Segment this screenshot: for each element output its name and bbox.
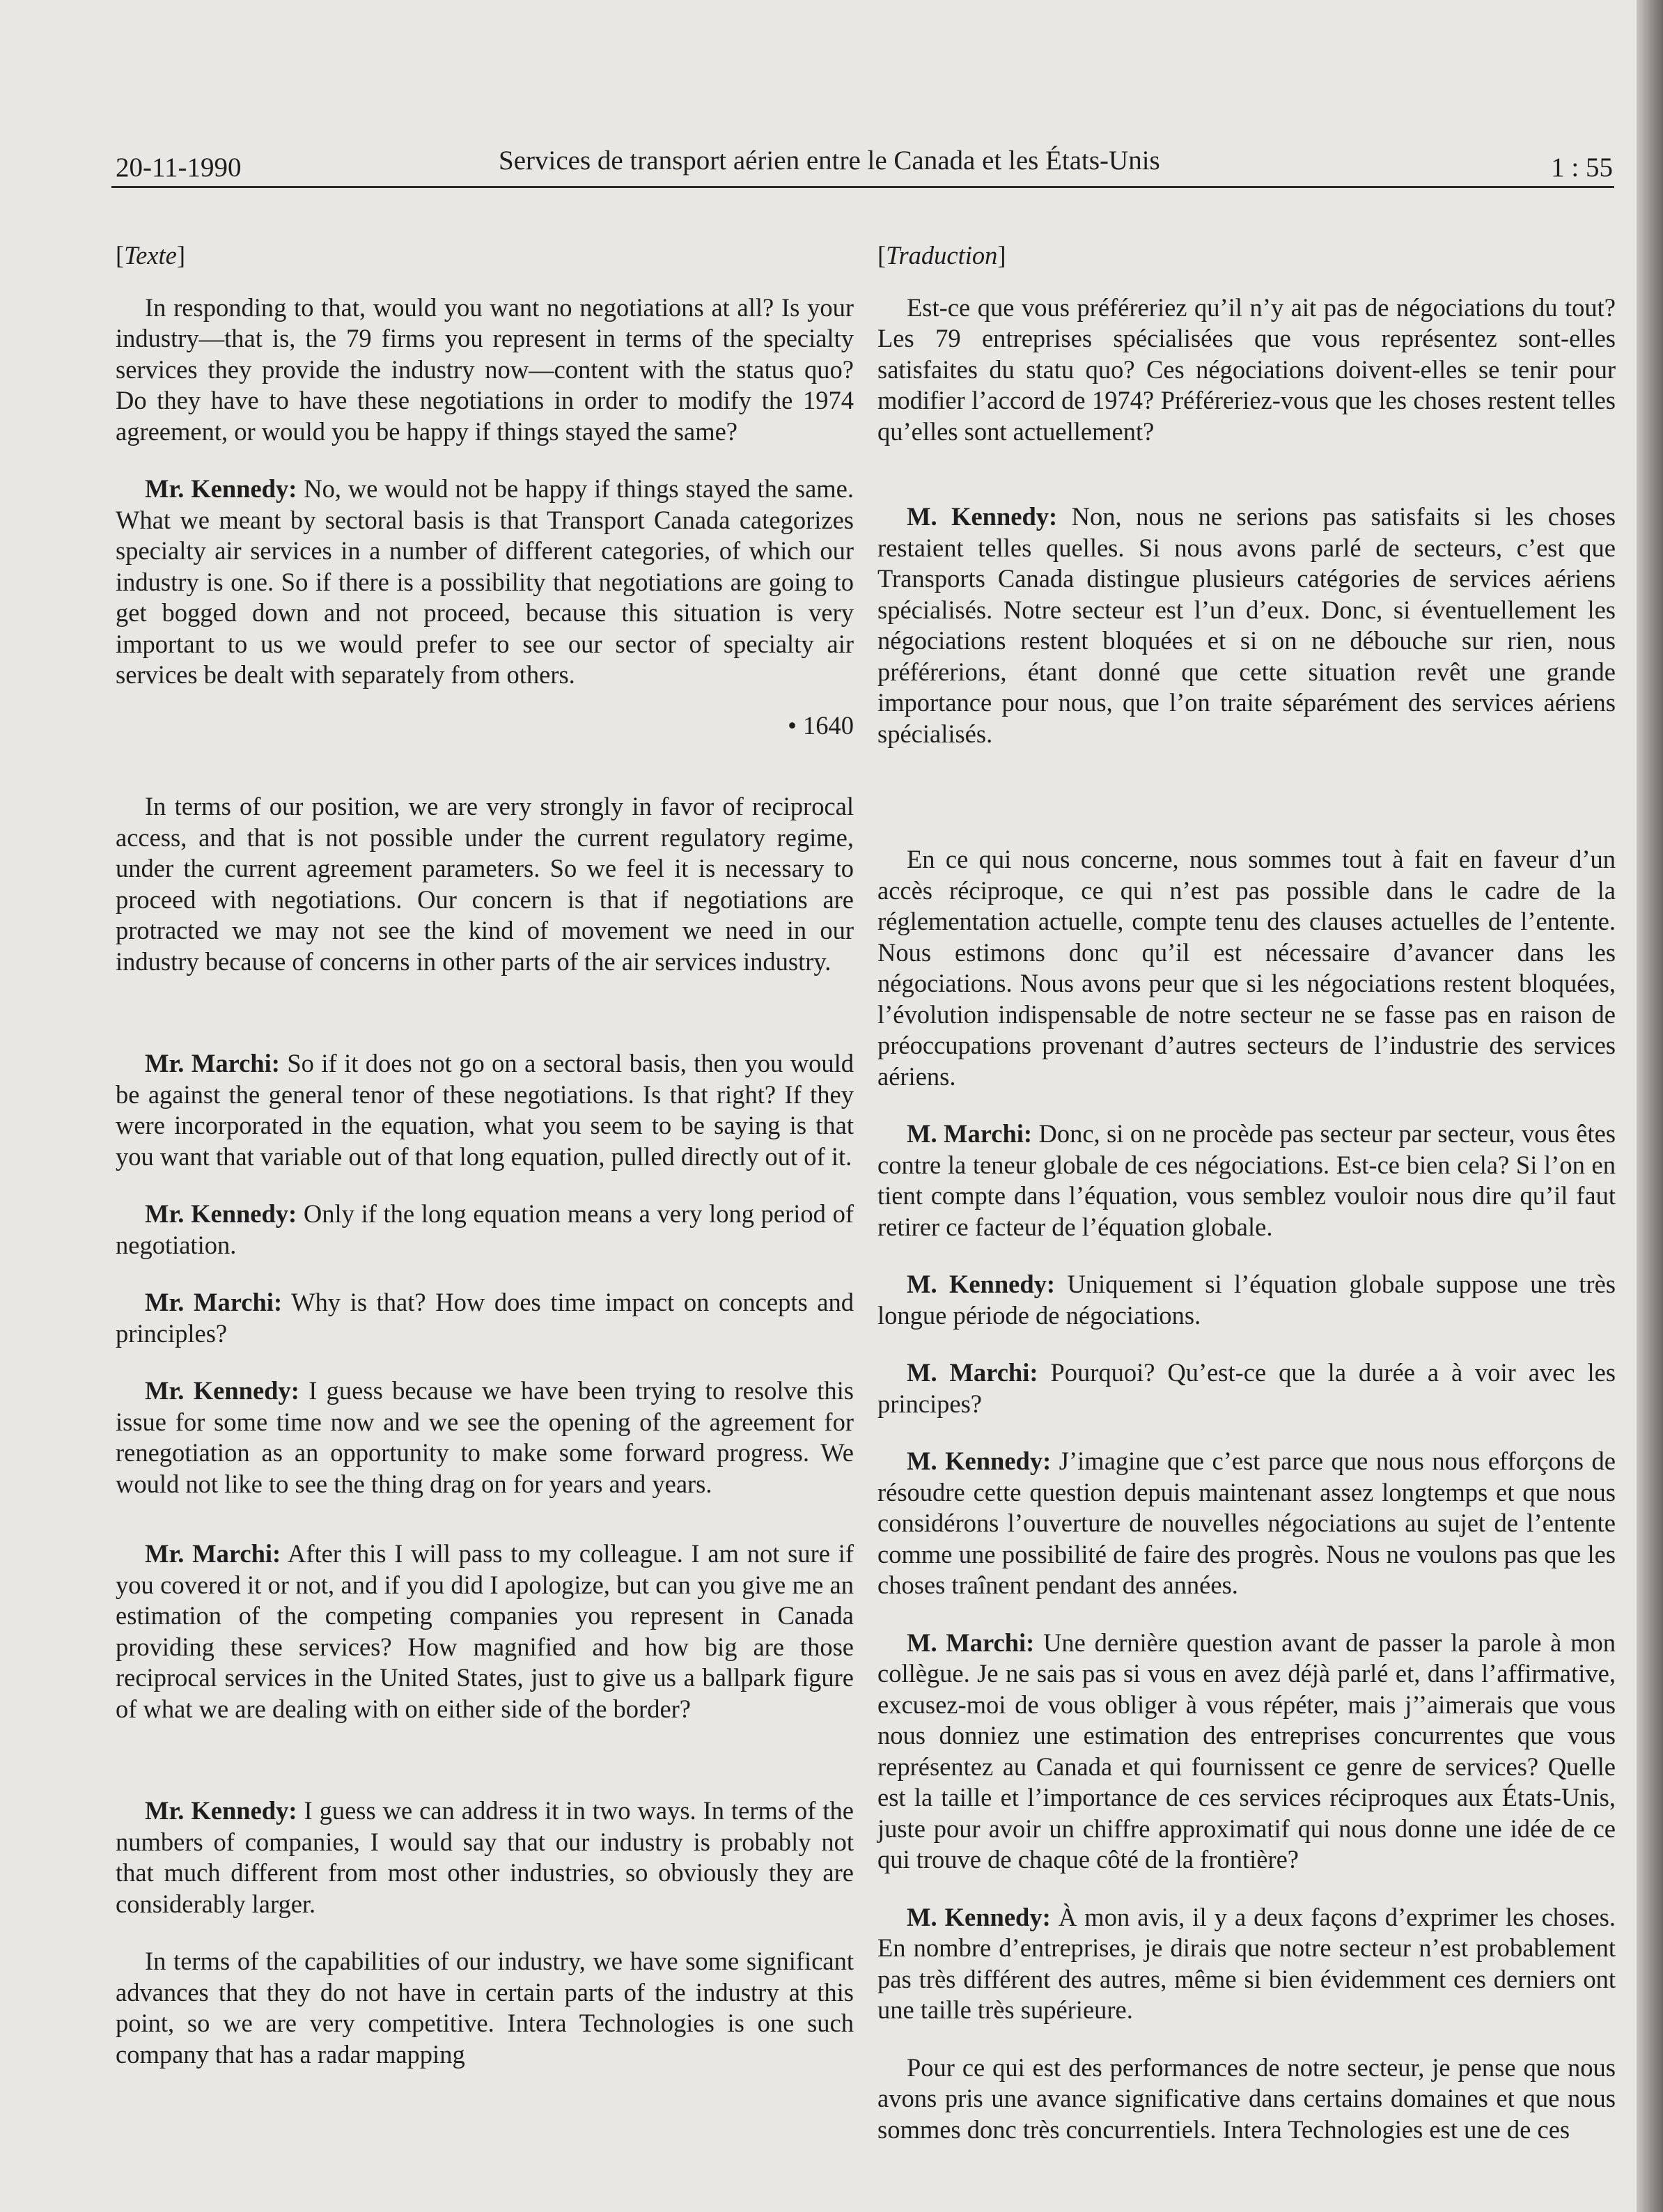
paragraph: In terms of our position, we are very strongly in favor of reciprocal access, and that is not possible under the current regulatory regime, under the current agreement parameters. So we feel it is necessary to proceed with negotiations. Our concern is that if negotiations are protracted we may not see the kind of movement we need in our industry because of concerns in other parts of the air services industry. [116,792,854,976]
speaker-name: M. Marchi: [907,1119,1033,1148]
speaker-name: M. Kennedy: [907,1902,1051,1931]
speaker-name: M. Marchi: [907,1628,1035,1657]
time-marker: • 1640 [788,710,854,740]
paragraph: M. Kennedy: Non, nous ne serions pas satisfaits si les choses restaient telles quelles. Si nous avons parlé de secteurs, c’est que Transports Canada distingue plusieurs catégories de services aériens spécialisés. Notre secteur est l’un d’eux. Donc, si éventuellement les négociations restent bloquées et si on ne débouche sur rien, nous préférerions, étant donné que cette situation revêt une grande importance pour nous, que l’on traite séparément des services aériens spécialisés. [877,502,1616,748]
paragraph: Mr. Kennedy: I guess we can address it in two ways. In terms of the numbers of companies, I would say that our industry is probably not that much different from most other industries, so obviously they are considerably larger. [116,1796,854,1918]
paragraph: M. Marchi: Donc, si on ne procède pas secteur par secteur, vous êtes contre la teneur globale de ces négociations. Est-ce bien cela? Si l’on en tient compte dans l’équation, vous semblez vouloir nous dire qu’il faut retirer ce facteur de l’équation globale. [877,1119,1616,1241]
speaker-name: M. Kennedy: [907,1447,1052,1475]
speaker-name: Mr. Marchi: [145,1539,281,1568]
speaker-name: Mr. Marchi: [145,1288,283,1316]
paragraph: M. Kennedy: J’imagine que c’est parce que nous nous efforçons de résoudre cette question depuis maintenant assez longtemps et que nous considérons l’ouverture de nouvelles négociations au sujet de l’entente comme une possibilité de faire des progrès. Nous ne voulons pas que les choses traînent pendant des années. [877,1447,1616,1599]
paragraph: In terms of the capabilities of our industry, we have some significant advances that they do not have in certain parts of the industry at this point, so we are very competitive. Intera Technologies is one such company that has a radar mapping [116,1947,854,2069]
column-tag: [Texte] [116,241,186,270]
english-column [116,240,854,2081]
speaker-name: Mr. Kennedy: [145,1376,299,1405]
header-title: Services de transport aérien entre le Canada et les États-Unis [499,146,1160,176]
french-column [877,240,1616,2156]
speaker-name: Mr. Kennedy: [145,1199,297,1228]
paragraph: M. Kennedy: À mon avis, il y a deux façons d’exprimer les choses. En nombre d’entreprises, je dirais que notre secteur n’est probablement pas très différent des autres, même si bien évidemment ces derniers ont une taille très supérieure. [877,1902,1616,2024]
paragraph: Mr. Marchi: After this I will pass to my colleague. I am not sure if you covered it or not, and if you did I apologize, but can you give me an estimation of the competing companies you represent in Canada providing these services? How magnified and how big are those reciprocal services in the United States, just to give us a ballpark figure of what we are dealing with on either side of the border? [116,1539,854,1723]
column-tag: [Traduction] [877,241,1006,270]
page-edge-shadow [1637,0,1663,2212]
speaker-name: M. Kennedy: [907,502,1058,531]
running-header [116,145,1613,185]
header-date: 20-11-1990 [116,153,242,182]
speaker-name: Mr. Kennedy: [145,1796,297,1825]
paragraph: M. Marchi: Pourquoi? Qu’est-ce que la durée a à voir avec les principes? [877,1358,1616,1418]
paragraph: Mr. Kennedy: Only if the long equation means a very long period of negotiation. [116,1199,854,1259]
speaker-name: Mr. Kennedy: [145,474,297,503]
paragraph: En ce qui nous concerne, nous sommes tout à fait en faveur d’un accès réciproque, ce qui n’est pas possible dans le cadre de la réglementation actuelle, compte tenu des clauses actuelles de l’entente. Nous estimons donc qu’il est nécessaire d’avancer dans les négociations. Nous avons peur que si les négociations restent bloquées, l’évolution indispensable de notre secteur ne se fasse pas en raison de préoccupations provenant d’autres secteurs de l’industrie des services aériens. [877,845,1616,1091]
paragraph: Est-ce que vous préféreriez qu’il n’y ait pas de négociations du tout? Les 79 entreprises spécialisées que vous représentez sont-elles satisfaites du statu quo? Ces négociations doivent-elles se tenir pour modifier l’accord de 1974? Préféreriez-vous que les choses restent telles qu’elles sont actuellement? [877,293,1616,446]
paragraph: Mr. Kennedy: I guess because we have been trying to resolve this issue for some time now and we see the opening of the agreement for renegotiation as an opportunity to make some forward progress. We would not like to see the thing drag on for years and years. [116,1376,854,1498]
paragraph: Pour ce qui est des performances de notre secteur, je pense que nous avons pris une avance significative dans certains domaines et que nous sommes donc très concurrentiels. Intera Technologies est une de ces [877,2053,1616,2144]
paragraph: Mr. Marchi: Why is that? How does time impact on concepts and principles? [116,1288,854,1348]
speaker-name: M. Marchi: [907,1358,1038,1387]
paragraph: M. Kennedy: Uniquement si l’équation globale suppose une très longue période de négociations. [877,1270,1616,1330]
speaker-name: M. Kennedy: [907,1270,1056,1298]
paragraph: Mr. Marchi: So if it does not go on a sectoral basis, then you would be against the general tenor of these negotiations. Is that right? If they were incorporated in the equation, what you seem to be saying is that you want that variable out of that long equation, pulled directly out of it. [116,1049,854,1171]
paragraph: Mr. Kennedy: No, we would not be happy if things stayed the same. What we meant by sectoral basis is that Transport Canada categorizes specialty air services in a number of different categories, of which our industry is one. So if there is a possibility that negotiations are going to get bogged down and not proceed, because this situation is very important to us we would prefer to see our sector of specialty air services be dealt with separately from others. [116,474,854,689]
header-page-number: 1 : 55 [1551,153,1613,182]
paragraph: M. Marchi: Une dernière question avant de passer la parole à mon collègue. Je ne sais pas si vous en avez déjà parlé et, dans l’affirmative, excusez-moi de vous obliger à vous répéter, mais j’’aimerais que vous nous donniez une estimation des entreprises concurrentes que vous représentez au Canada et qui fournissent ce genre de services? Quelle est la taille et l’importance de ces services réciproques aux États-Unis, juste pour avoir un chiffre approximatif qui nous donne une idée de ce qui trouve de chaque côté de la frontière? [877,1628,1616,1874]
speaker-name: Mr. Marchi: [145,1049,280,1077]
paragraph: In responding to that, would you want no negotiations at all? Is your industry—that is, the 79 firms you represent in terms of the specialty services they provide the industry now—content with the status quo? Do they have to have these negotiations in order to modify the 1974 agreement, or would you be happy if things stayed the same? [116,293,854,446]
header-rule [111,186,1614,188]
